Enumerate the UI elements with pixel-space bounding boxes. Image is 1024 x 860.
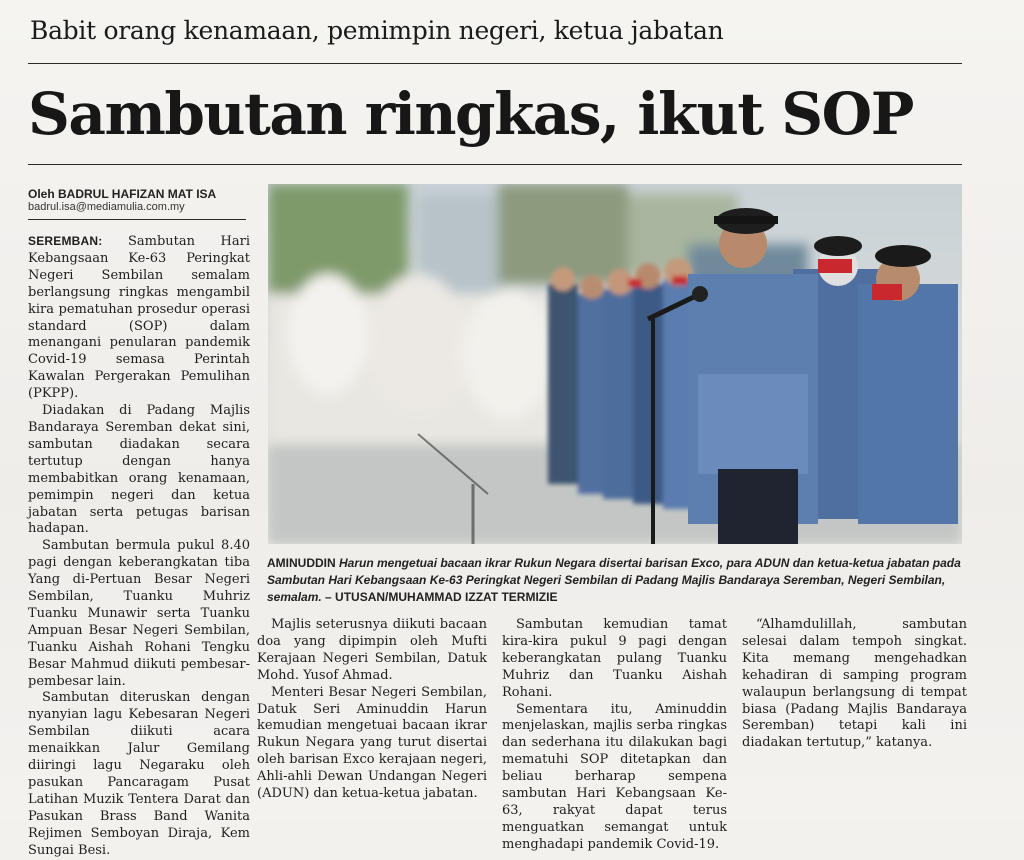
column-3 xyxy=(502,617,727,854)
column-2 xyxy=(257,617,487,803)
photo-illustration xyxy=(268,184,962,544)
byline-rule xyxy=(28,219,246,220)
paragraph-5: Majlis seterusnya diikuti bacaan doa yang dipimpin oleh Mufti Kerajaan Negeri Sembilan, Datuk Mohd. Yusof Ahmad. xyxy=(257,617,487,683)
news-photo xyxy=(268,184,962,544)
paragraph-2: Diadakan di Padang Majlis Bandaraya Seremban dekat sini, sambutan diadakan secara tertutup dengan hanya membabitkan orang kenamaan, pemimpin negeri dan ketua jabatan serta petugas barisan hadapan. xyxy=(28,403,250,537)
headline-rule xyxy=(28,164,962,165)
paragraph-7: Sambutan kemudian tamat kira-kira pukul 9 pagi dengan keberangkatan pulang Tuanku Muhriz dan Tuanku Aishah Rohani. xyxy=(502,617,727,700)
headline: Sambutan ringkas, ikut SOP xyxy=(28,80,913,148)
caption-body: Harun mengetuai bacaan ikrar Rukun Negara disertai barisan Exco, para ADUN dan ketua-ketua jabatan pada Sambutan Hari Kebangsaan Ke-63 Peringkat Negeri Sembilan di Padang Majlis Bandaraya Seremban, Negeri Sembilan, semalam. xyxy=(267,556,961,604)
paragraph-4: Sambutan diteruskan dengan nyanyian lagu Kebesaran Negeri Sembilan diikuti acara menaikkan Jalur Gemilang diiringi lagu Negaraku oleh pasukan Pancaragam Pusat Latihan Muzik Tentera Darat dan Pasukan Brass Band Wanita Rejimen Semboyan Diraja, Kem Sungai Besi. xyxy=(28,690,250,858)
paragraph-9: “Alhamdulillah, sambutan selesai dalam tempoh singkat. Kita memang mengehadkan kehadiran di samping program walaupun berlangsung di tempat biasa (Padang Majlis Bandaraya Seremban) tetapi kali ini diadakan tertutup,” katanya. xyxy=(742,617,967,751)
kicker: Babit orang kenamaan, pemimpin negeri, ketua jabatan xyxy=(30,16,724,45)
paragraph-1: SEREMBAN: Sambutan Hari Kebangsaan Ke-63 Peringkat Negeri Sembilan semalam berlangsung ringkas mengambil kira pematuhan prosedur operasi standard (SOP) dalam menangani penularan pandemik Covid-19 semasa Perintah Kawalan Pergerakan Pemulihan (PKPP). xyxy=(28,234,250,402)
photo-caption xyxy=(267,555,967,606)
paragraph-6: Menteri Besar Negeri Sembilan, Datuk Seri Aminuddin Harun kemudian mengetuai bacaan ikrar Rukun Negara yang turut disertai oleh barisan Exco kerajaan negeri, Ahli-ahli Dewan Undangan Negeri (ADUN) dan ketua-ketua jabatan. xyxy=(257,684,487,802)
dateline: SEREMBAN: xyxy=(28,234,103,248)
byline: Oleh BADRUL HAFIZAN MAT ISA xyxy=(28,187,217,201)
paragraph-3: Sambutan bermula pukul 8.40 pagi dengan keberangkatan tiba Yang di-Pertuan Besar Negeri Sembilan, Tuanku Muhriz Tuanku Munawir serta Tuanku Ampuan Besar Negeri Sembilan, Tuanku Aishah Rohani Tengku Besar Mahmud diikuti pembesar-pembesar lain. xyxy=(28,538,250,689)
caption-lead: AMINUDDIN xyxy=(267,556,336,570)
column-4 xyxy=(742,617,967,752)
kicker-rule xyxy=(28,63,962,64)
column-1 xyxy=(28,233,250,860)
author-email: badrul.isa@mediamulia.com.my xyxy=(28,201,185,213)
paragraph-8: Sementara itu, Aminuddin menjelaskan, majlis serba ringkas dan sederhana itu dilakukan bagi mematuhi SOP ditetapkan dan beliau berharap sempena sambutan Hari Kebangsaan Ke-63, rakyat dapat terus menguatkan semangat untuk menghadapi pandemik Covid-19. xyxy=(502,701,727,852)
photo-credit: – UTUSAN/MUHAMMAD IZZAT TERMIZIE xyxy=(321,590,558,604)
